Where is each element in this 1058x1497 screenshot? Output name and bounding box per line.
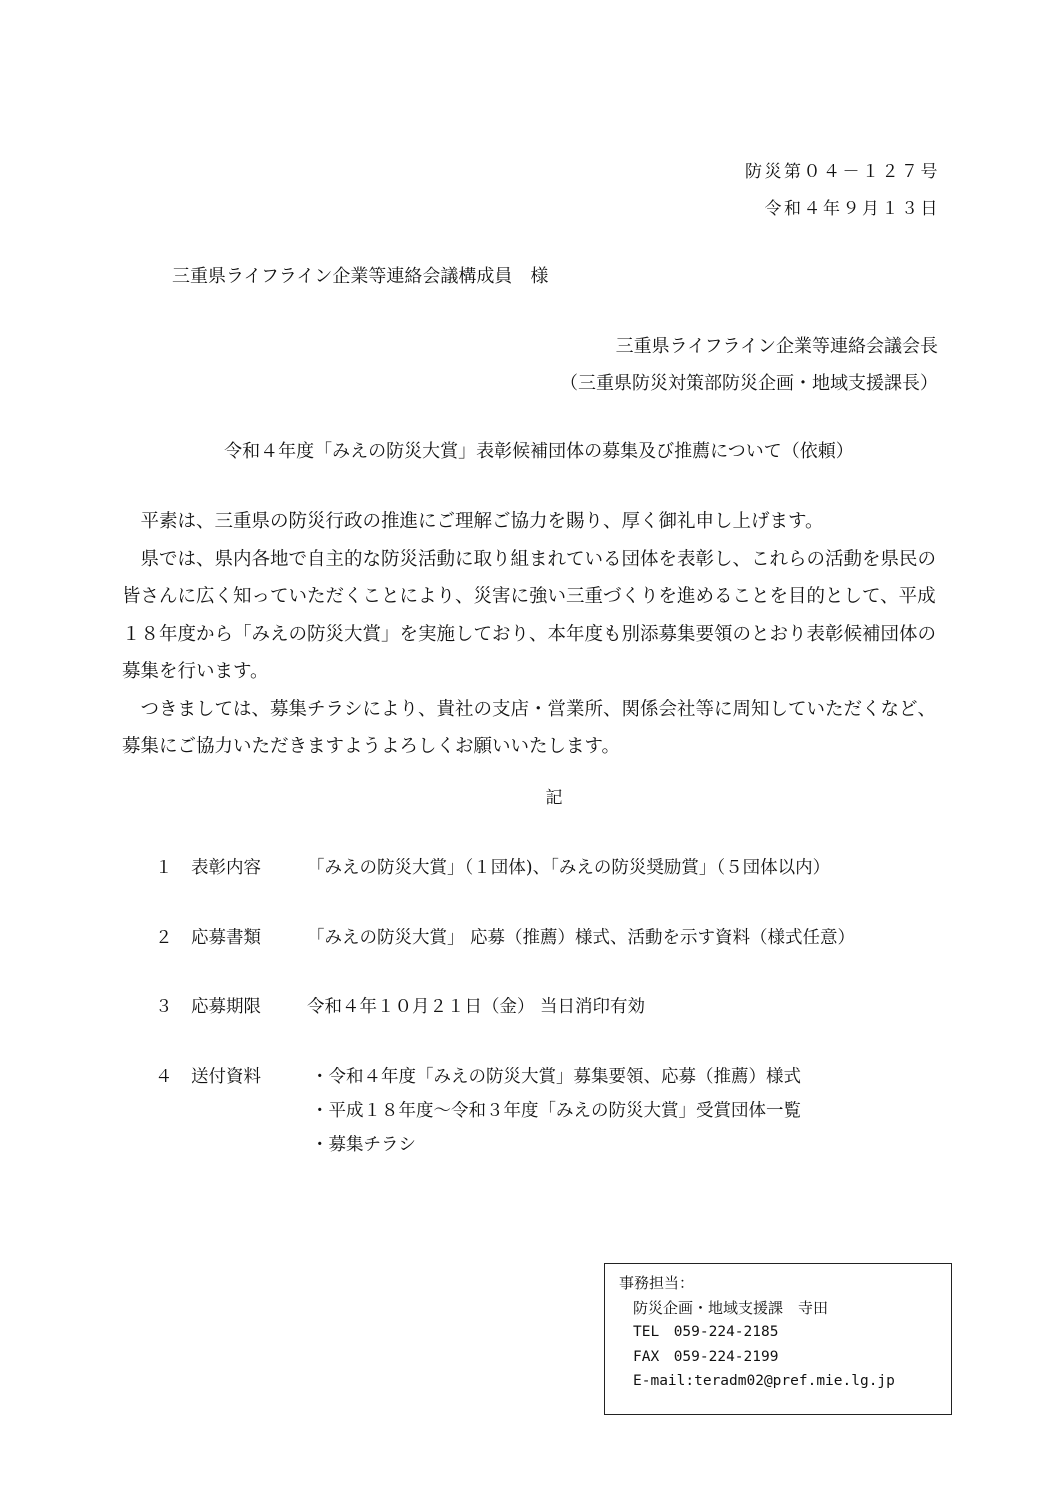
- item-value: 「みえの防災大賞」（１団体)、「みえの防災奨励賞」（５団体以内）: [307, 858, 831, 878]
- contact-fax: FAX 059-224-2199: [633, 1348, 779, 1365]
- addressee: 三重県ライフライン企業等連絡会議構成員 様: [172, 266, 549, 287]
- enclosure-item: ・募集チラシ: [311, 1135, 416, 1155]
- contact-department: 防災企画・地域支援課 寺田: [633, 1298, 829, 1317]
- enclosure-item: ・平成１８年度～令和３年度「みえの防災大賞」受賞団体一覧: [311, 1101, 801, 1121]
- item-number: １: [155, 858, 173, 878]
- item-label: 応募期限: [191, 997, 261, 1017]
- item-label: 表彰内容: [191, 858, 261, 878]
- contact-title: 事務担当：: [619, 1274, 695, 1292]
- body-paragraph-3: つきましては、募集チラシにより、貴社の支店・営業所、関係会社等に周知していただくなど、募集にご協力いただきますようよろしくお願いいたします。: [122, 698, 937, 757]
- document-number: 防災第０４－１２７号: [745, 162, 940, 182]
- item-number: ４: [155, 1067, 173, 1087]
- body-paragraph-1: 平素は、三重県の防災行政の推進にご理解ご協力を賜り、厚く御礼申し上げます。: [140, 511, 824, 532]
- item-number: ３: [155, 997, 173, 1017]
- document-subject: 令和４年度「みえの防災大賞」表彰候補団体の募集及び推薦について（依頼）: [224, 441, 854, 462]
- sender-title: 三重県ライフライン企業等連絡会議会長: [615, 336, 938, 357]
- body-paragraph-2: 県では、県内各地で自主的な防災活動に取り組まれている団体を表彰し、これらの活動を県民の皆さんに広く知っていただくことにより、災害に強い三重づくりを進めることを目的として、平成１８年度から「みえの防災大賞」を実施しており、本年度も別添募集要領のとおり表彰候補団体の募集を行います。: [122, 548, 937, 682]
- document-date: 令和４年９月１３日: [764, 199, 940, 219]
- item-label: 送付資料: [191, 1067, 261, 1087]
- contact-email[interactable]: E-mail:teradm02@pref.mie.lg.jp: [633, 1373, 895, 1389]
- item-label: 応募書類: [191, 928, 261, 948]
- ki-heading: 記: [545, 788, 563, 808]
- sender-department: （三重県防災対策部防災企画・地域支援課長）: [560, 373, 938, 394]
- item-value: 令和４年１０月２１日（金） 当日消印有効: [307, 997, 646, 1017]
- enclosure-item: ・令和４年度「みえの防災大賞」募集要領、応募（推薦）様式: [311, 1067, 801, 1087]
- item-value: 「みえの防災大賞」 応募（推薦）様式、活動を示す資料（様式任意）: [307, 928, 856, 948]
- contact-box: [604, 1263, 952, 1415]
- body-text: [122, 503, 944, 766]
- item-number: ２: [155, 928, 173, 948]
- contact-tel: TEL 059-224-2185: [633, 1324, 779, 1340]
